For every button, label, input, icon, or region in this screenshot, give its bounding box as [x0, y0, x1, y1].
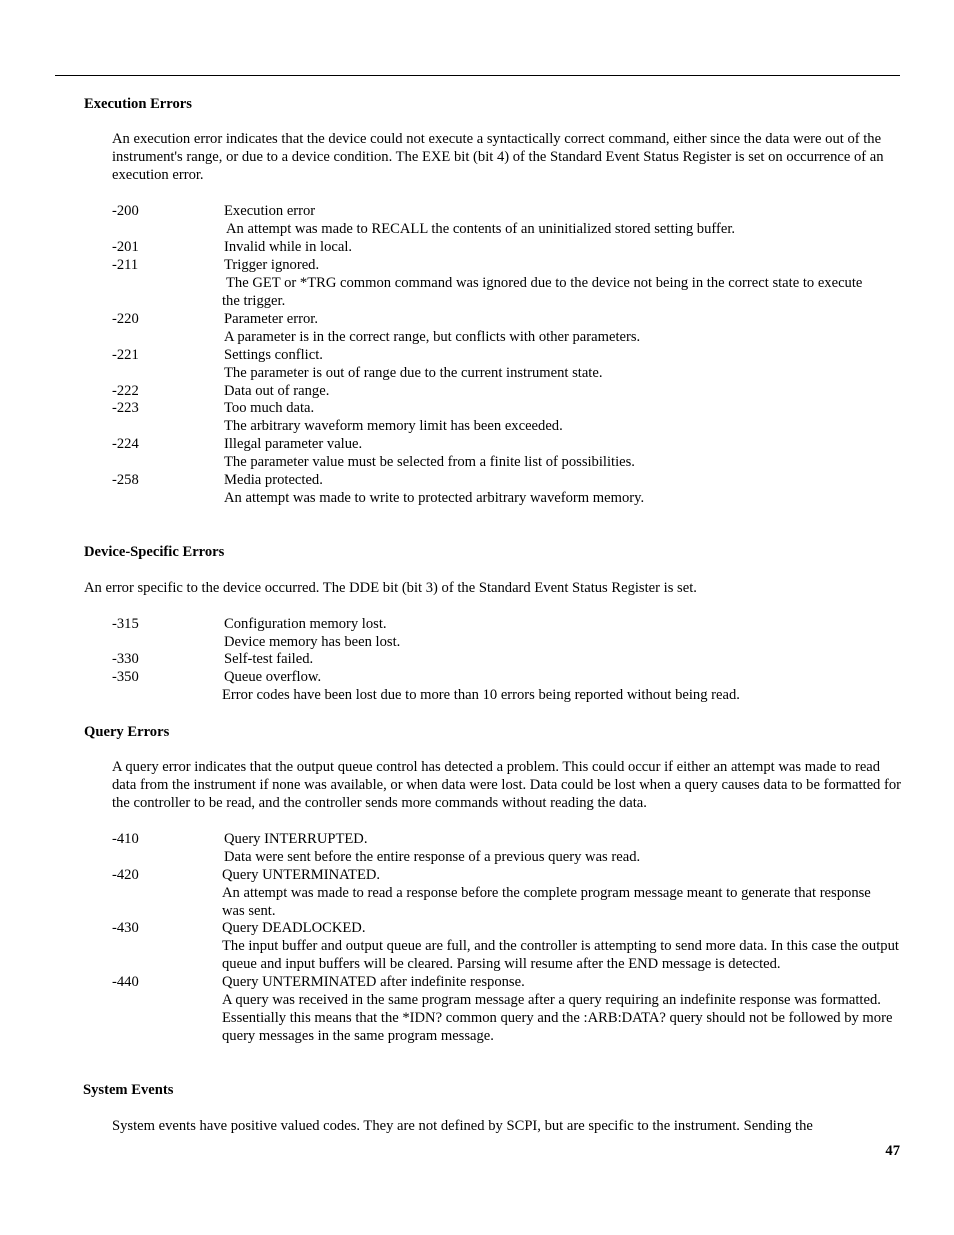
error-description: The parameter value must be selected from a finite list of possibilities. — [224, 454, 635, 470]
error-code: -222 — [112, 383, 139, 399]
page-number: 47 — [885, 1143, 900, 1159]
error-code: -221 — [112, 347, 139, 363]
query-errors-intro: A query error indicates that the output queue control has detected a problem. This could occur if either an attempt was made to read data from the instrument if none was available, or when data were lost. Data could be lost when a query causes data to be formatted for the controller to be read, and the controller sends more commands without reading the data. — [112, 759, 902, 811]
error-code: -224 — [112, 436, 139, 452]
error-code: -211 — [112, 257, 139, 273]
error-description: The GET or *TRG common command was ignored due to the device not being in the correct state to execute the trigger. — [222, 275, 863, 309]
error-title: Query DEADLOCKED. — [222, 920, 366, 936]
error-title: Too much data. — [224, 400, 315, 416]
error-description: An attempt was made to write to protected arbitrary waveform memory. — [224, 490, 645, 506]
error-code: -440 — [112, 974, 139, 990]
error-description: The arbitrary waveform memory limit has been exceeded. — [224, 418, 563, 434]
error-description: Device memory has been lost. — [224, 634, 401, 650]
error-title: Query UNTERMINATED after indefinite response. — [222, 974, 525, 990]
error-description: A query was received in the same program message after a query requiring an indefinite response was formatted. Essentially this means that the *IDN? common query and the :ARB:DATA? query should not be followed by more query messages in the same program message. — [222, 992, 893, 1044]
section-heading-system-events: System Events — [83, 1082, 174, 1098]
error-code: -430 — [112, 920, 139, 936]
section-heading-query-errors: Query Errors — [84, 724, 170, 740]
error-title: Execution error — [224, 203, 316, 219]
error-code: -220 — [112, 311, 139, 327]
error-title: Query INTERRUPTED. — [224, 831, 368, 847]
error-title: Illegal parameter value. — [224, 436, 363, 452]
error-code: -201 — [112, 239, 139, 255]
error-title: Invalid while in local. — [224, 239, 353, 255]
error-title: Parameter error. — [224, 311, 318, 327]
error-description: An attempt was made to read a response before the complete program message meant to generate that response was sent. — [222, 885, 871, 919]
error-description: Data were sent before the entire response of a previous query was read. — [224, 849, 641, 865]
error-description: The parameter is out of range due to the current instrument state. — [224, 365, 603, 381]
device-errors-intro: An error specific to the device occurred. The DDE bit (bit 3) of the Standard Event Status Register is set. — [84, 580, 697, 596]
error-code: -223 — [112, 400, 139, 416]
section-heading-device-specific-errors: Device-Specific Errors — [84, 544, 225, 560]
error-code: -330 — [112, 651, 139, 667]
error-description: The input buffer and output queue are full, and the controller is attempting to send more data. In this case the output queue and input buffers will be cleared. Parsing will resume after the END message is detected. — [222, 938, 899, 972]
error-description: A parameter is in the correct range, but conflicts with other parameters. — [224, 329, 641, 345]
section-heading-execution-errors: Execution Errors — [84, 96, 192, 112]
header-rule — [55, 75, 900, 76]
error-code: -410 — [112, 831, 139, 847]
error-code: -258 — [112, 472, 139, 488]
error-code: -200 — [112, 203, 139, 219]
error-description: Error codes have been lost due to more than 10 errors being reported without being read. — [222, 687, 740, 703]
error-code: -315 — [112, 616, 139, 632]
error-title: Query UNTERMINATED. — [222, 867, 381, 883]
error-title: Configuration memory lost. — [224, 616, 387, 632]
error-title: Settings conflict. — [224, 347, 323, 363]
execution-errors-intro: An execution error indicates that the device could not execute a syntactically correct command, either since the data were out of the instrument's range, or due to a device condition. The EXE bit (bit 4) of the Standard Event Status Register is set on occurrence of an execution error. — [112, 131, 884, 183]
error-title: Data out of range. — [224, 383, 330, 399]
error-code: -420 — [112, 867, 139, 883]
error-title: Media protected. — [224, 472, 323, 488]
error-title: Queue overflow. — [224, 669, 322, 685]
system-events-intro: System events have positive valued codes. They are not defined by SCPI, but are specific to the instrument. Sending the — [112, 1118, 813, 1134]
error-description: An attempt was made to RECALL the contents of an uninitialized stored setting buffer. — [226, 221, 736, 237]
error-title: Self-test failed. — [224, 651, 314, 667]
error-title: Trigger ignored. — [224, 257, 320, 273]
error-code: -350 — [112, 669, 139, 685]
